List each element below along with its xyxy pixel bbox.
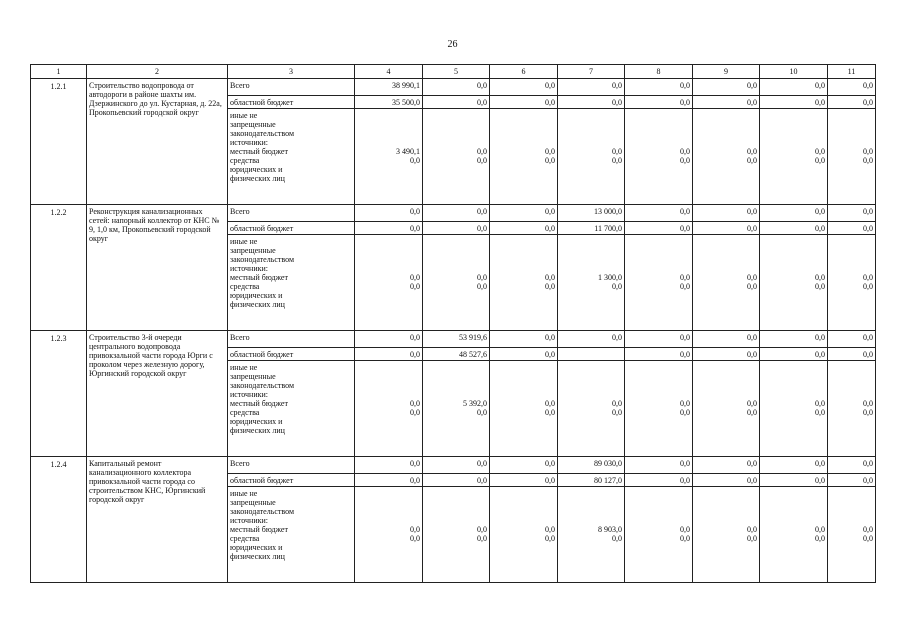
legal-entities-value: 0,0	[612, 534, 622, 543]
legal-entities-value: 0,0	[545, 408, 555, 417]
value-cell: 0,0	[490, 348, 558, 361]
local-budget-value: 0,0	[477, 273, 487, 282]
source-label-line: местный бюджет	[230, 273, 288, 282]
value-cell-other	[693, 235, 760, 331]
source-regional-label: областной бюджет	[228, 222, 355, 235]
local-budget-value: 0,0	[410, 273, 420, 282]
source-label-line: законодательством	[230, 507, 295, 516]
value-cell: 0,0	[693, 457, 760, 474]
value-cell: 0,0	[828, 79, 876, 96]
value-cell-other	[693, 361, 760, 457]
source-label-line: физических лиц	[230, 426, 285, 435]
legal-entities-value: 0,0	[612, 156, 622, 165]
source-label-line: законодательством	[230, 381, 295, 390]
legal-entities-value: 0,0	[680, 156, 690, 165]
value-cell: 0,0	[625, 348, 693, 361]
legal-entities-value: 0,0	[545, 282, 555, 291]
column-header: 3	[228, 65, 355, 79]
legal-entities-value: 0,0	[863, 156, 873, 165]
table-row-total	[31, 457, 876, 474]
value-cell-other	[355, 235, 423, 331]
value-cell: 0,0	[828, 222, 876, 235]
value-cell: 0,0	[490, 222, 558, 235]
value-cell: 0,0	[693, 474, 760, 487]
value-cell: 0,0	[558, 331, 625, 348]
source-label-line: юридических и	[230, 417, 283, 426]
value-cell: 0,0	[693, 205, 760, 222]
legal-entities-value: 0,0	[410, 534, 420, 543]
source-label-line: источники:	[230, 138, 268, 147]
item-number: 1.2.4	[31, 457, 87, 583]
legal-entities-value: 0,0	[680, 408, 690, 417]
source-label-line: юридических и	[230, 165, 283, 174]
legal-entities-value: 0,0	[863, 408, 873, 417]
source-regional-label: областной бюджет	[228, 474, 355, 487]
legal-entities-value: 0,0	[863, 282, 873, 291]
local-budget-value: 0,0	[410, 525, 420, 534]
value-cell: 48 527,6	[423, 348, 490, 361]
item-name: Строительство 3-й очереди центрального водопровода привокзальной части города Юрги с проколом через железную дорогу, Юргинский городской округ	[87, 331, 228, 457]
value-cell: 0,0	[693, 331, 760, 348]
value-cell	[558, 348, 625, 361]
value-cell-other	[490, 361, 558, 457]
local-budget-value: 3 490,1	[396, 147, 420, 156]
value-cell: 0,0	[490, 79, 558, 96]
value-cell-other	[423, 487, 490, 583]
value-cell-other	[625, 235, 693, 331]
value-cell-other	[828, 487, 876, 583]
source-other-label	[228, 235, 355, 331]
legal-entities-value: 0,0	[747, 408, 757, 417]
local-budget-value: 0,0	[815, 147, 825, 156]
local-budget-value: 0,0	[477, 147, 487, 156]
legal-entities-value: 0,0	[410, 282, 420, 291]
local-budget-value: 0,0	[612, 399, 622, 408]
source-total-label: Всего	[228, 205, 355, 222]
source-regional-label: областной бюджет	[228, 96, 355, 109]
source-label-line: запрещенные	[230, 372, 276, 381]
value-cell: 0,0	[760, 222, 828, 235]
value-cell: 13 000,0	[558, 205, 625, 222]
item-name: Строительство водопровода от автодороги в районе шахты им. Дзержинского до ул. Кустарная, д. 22а, Прокопьевский городской округ	[87, 79, 228, 205]
value-cell-other	[828, 109, 876, 205]
local-budget-value: 0,0	[815, 399, 825, 408]
value-cell-other	[490, 109, 558, 205]
legal-entities-value: 0,0	[815, 282, 825, 291]
legal-entities-value: 0,0	[612, 282, 622, 291]
value-cell-other	[558, 487, 625, 583]
value-cell: 0,0	[828, 474, 876, 487]
legal-entities-value: 0,0	[680, 534, 690, 543]
value-cell: 0,0	[490, 457, 558, 474]
legal-entities-value: 0,0	[612, 408, 622, 417]
value-cell-other	[355, 487, 423, 583]
value-cell: 35 500,0	[355, 96, 423, 109]
source-total-label: Всего	[228, 457, 355, 474]
local-budget-value: 0,0	[747, 273, 757, 282]
local-budget-value: 0,0	[863, 399, 873, 408]
value-cell: 0,0	[355, 457, 423, 474]
local-budget-value: 0,0	[747, 147, 757, 156]
local-budget-value: 0,0	[863, 147, 873, 156]
value-cell: 0,0	[355, 348, 423, 361]
source-label-line: иные не	[230, 111, 258, 120]
item-number: 1.2.1	[31, 79, 87, 205]
value-cell: 0,0	[760, 96, 828, 109]
column-header: 5	[423, 65, 490, 79]
source-label-line: средства	[230, 408, 260, 417]
source-label-line: физических лиц	[230, 174, 285, 183]
column-header: 1	[31, 65, 87, 79]
legal-entities-value: 0,0	[815, 156, 825, 165]
legal-entities-value: 0,0	[747, 156, 757, 165]
page-number: 26	[447, 39, 458, 50]
value-cell-other	[760, 361, 828, 457]
local-budget-value: 0,0	[410, 399, 420, 408]
value-cell: 0,0	[355, 205, 423, 222]
value-cell: 0,0	[693, 96, 760, 109]
column-header: 4	[355, 65, 423, 79]
local-budget-value: 0,0	[545, 147, 555, 156]
value-cell: 0,0	[558, 96, 625, 109]
local-budget-value: 0,0	[863, 273, 873, 282]
column-header: 10	[760, 65, 828, 79]
value-cell: 0,0	[760, 79, 828, 96]
source-label-line: запрещенные	[230, 498, 276, 507]
value-cell: 0,0	[490, 474, 558, 487]
source-label-line: законодательством	[230, 255, 295, 264]
legal-entities-value: 0,0	[815, 408, 825, 417]
item-number: 1.2.3	[31, 331, 87, 457]
value-cell-other	[423, 361, 490, 457]
value-cell-other	[828, 361, 876, 457]
value-cell: 0,0	[625, 205, 693, 222]
value-cell: 0,0	[693, 222, 760, 235]
value-cell: 0,0	[423, 96, 490, 109]
value-cell: 0,0	[828, 348, 876, 361]
table-row-total	[31, 331, 876, 348]
value-cell-other	[423, 235, 490, 331]
legal-entities-value: 0,0	[410, 156, 420, 165]
local-budget-value: 0,0	[747, 399, 757, 408]
source-regional-label: областной бюджет	[228, 348, 355, 361]
value-cell: 0,0	[760, 348, 828, 361]
source-other-label	[228, 109, 355, 205]
value-cell-other	[558, 109, 625, 205]
legal-entities-value: 0,0	[747, 282, 757, 291]
value-cell: 0,0	[423, 474, 490, 487]
source-label-line: средства	[230, 534, 260, 543]
value-cell-other	[693, 109, 760, 205]
value-cell-other	[625, 109, 693, 205]
local-budget-value: 0,0	[680, 399, 690, 408]
source-label-line: источники:	[230, 516, 268, 525]
value-cell: 89 030,0	[558, 457, 625, 474]
source-label-line: физических лиц	[230, 300, 285, 309]
value-cell: 0,0	[625, 96, 693, 109]
source-label-line: законодательством	[230, 129, 295, 138]
local-budget-value: 0,0	[612, 147, 622, 156]
value-cell: 0,0	[760, 331, 828, 348]
value-cell: 0,0	[625, 457, 693, 474]
value-cell: 0,0	[423, 457, 490, 474]
source-label-line: местный бюджет	[230, 525, 288, 534]
value-cell-other	[423, 109, 490, 205]
item-number: 1.2.2	[31, 205, 87, 331]
value-cell: 0,0	[423, 222, 490, 235]
value-cell: 0,0	[828, 96, 876, 109]
source-label-line: запрещенные	[230, 120, 276, 129]
local-budget-value: 0,0	[815, 273, 825, 282]
value-cell: 0,0	[760, 457, 828, 474]
local-budget-value: 0,0	[477, 525, 487, 534]
local-budget-value: 0,0	[545, 525, 555, 534]
value-cell: 0,0	[490, 96, 558, 109]
legal-entities-value: 0,0	[747, 534, 757, 543]
value-cell: 53 919,6	[423, 331, 490, 348]
legal-entities-value: 0,0	[680, 282, 690, 291]
value-cell-other	[760, 487, 828, 583]
legal-entities-value: 0,0	[410, 408, 420, 417]
source-label-line: источники:	[230, 390, 268, 399]
value-cell: 0,0	[828, 331, 876, 348]
source-label-line: иные не	[230, 237, 258, 246]
value-cell: 0,0	[760, 474, 828, 487]
local-budget-value: 0,0	[545, 399, 555, 408]
value-cell-other	[355, 109, 423, 205]
value-cell-other	[558, 361, 625, 457]
value-cell-other	[828, 235, 876, 331]
item-name: Капитальный ремонт канализационного коллектора привокзальной части города со строительством КНС, Юргинский городской округ	[87, 457, 228, 583]
local-budget-value: 1 300,0	[598, 273, 622, 282]
value-cell: 0,0	[828, 205, 876, 222]
column-header: 11	[828, 65, 876, 79]
value-cell: 0,0	[693, 348, 760, 361]
column-header: 9	[693, 65, 760, 79]
local-budget-value: 0,0	[680, 147, 690, 156]
value-cell-other	[625, 487, 693, 583]
value-cell: 0,0	[760, 205, 828, 222]
local-budget-value: 0,0	[680, 273, 690, 282]
value-cell: 0,0	[625, 474, 693, 487]
table-row-total	[31, 79, 876, 96]
source-total-label: Всего	[228, 79, 355, 96]
table-row-total	[31, 205, 876, 222]
value-cell: 0,0	[355, 474, 423, 487]
value-cell-other	[625, 361, 693, 457]
value-cell: 0,0	[625, 222, 693, 235]
local-budget-value: 0,0	[863, 525, 873, 534]
value-cell: 38 990,1	[355, 79, 423, 96]
value-cell: 0,0	[490, 331, 558, 348]
legal-entities-value: 0,0	[815, 534, 825, 543]
value-cell: 0,0	[490, 205, 558, 222]
column-number-row	[31, 65, 876, 79]
value-cell-other	[693, 487, 760, 583]
value-cell-other	[490, 487, 558, 583]
column-header: 7	[558, 65, 625, 79]
source-label-line: юридических и	[230, 291, 283, 300]
value-cell: 0,0	[423, 79, 490, 96]
financing-table	[30, 64, 876, 583]
source-label-line: иные не	[230, 363, 258, 372]
value-cell: 0,0	[625, 331, 693, 348]
local-budget-value: 0,0	[747, 525, 757, 534]
source-label-line: юридических и	[230, 543, 283, 552]
legal-entities-value: 0,0	[477, 408, 487, 417]
value-cell: 0,0	[828, 457, 876, 474]
value-cell-other	[490, 235, 558, 331]
value-cell: 0,0	[355, 331, 423, 348]
source-label-line: запрещенные	[230, 246, 276, 255]
legal-entities-value: 0,0	[477, 282, 487, 291]
source-total-label: Всего	[228, 331, 355, 348]
local-budget-value: 8 903,0	[598, 525, 622, 534]
source-other-label	[228, 487, 355, 583]
legal-entities-value: 0,0	[477, 534, 487, 543]
value-cell: 11 700,0	[558, 222, 625, 235]
source-label-line: средства	[230, 156, 260, 165]
value-cell: 0,0	[625, 79, 693, 96]
legal-entities-value: 0,0	[545, 534, 555, 543]
source-other-label	[228, 361, 355, 457]
value-cell: 0,0	[558, 79, 625, 96]
source-label-line: местный бюджет	[230, 147, 288, 156]
value-cell: 0,0	[355, 222, 423, 235]
value-cell-other	[558, 235, 625, 331]
source-label-line: средства	[230, 282, 260, 291]
value-cell-other	[355, 361, 423, 457]
source-label-line: местный бюджет	[230, 399, 288, 408]
source-label-line: источники:	[230, 264, 268, 273]
local-budget-value: 0,0	[545, 273, 555, 282]
local-budget-value: 5 392,0	[463, 399, 487, 408]
value-cell: 0,0	[423, 205, 490, 222]
source-label-line: иные не	[230, 489, 258, 498]
value-cell: 80 127,0	[558, 474, 625, 487]
legal-entities-value: 0,0	[863, 534, 873, 543]
column-header: 8	[625, 65, 693, 79]
value-cell-other	[760, 109, 828, 205]
value-cell-other	[760, 235, 828, 331]
legal-entities-value: 0,0	[477, 156, 487, 165]
local-budget-value: 0,0	[815, 525, 825, 534]
source-label-line: физических лиц	[230, 552, 285, 561]
column-header: 2	[87, 65, 228, 79]
legal-entities-value: 0,0	[545, 156, 555, 165]
value-cell: 0,0	[693, 79, 760, 96]
column-header: 6	[490, 65, 558, 79]
local-budget-value: 0,0	[680, 525, 690, 534]
item-name: Реконструкция канализационных сетей: напорный коллектор от КНС № 9, 1,0 км, Прокопьевский городской округ	[87, 205, 228, 331]
